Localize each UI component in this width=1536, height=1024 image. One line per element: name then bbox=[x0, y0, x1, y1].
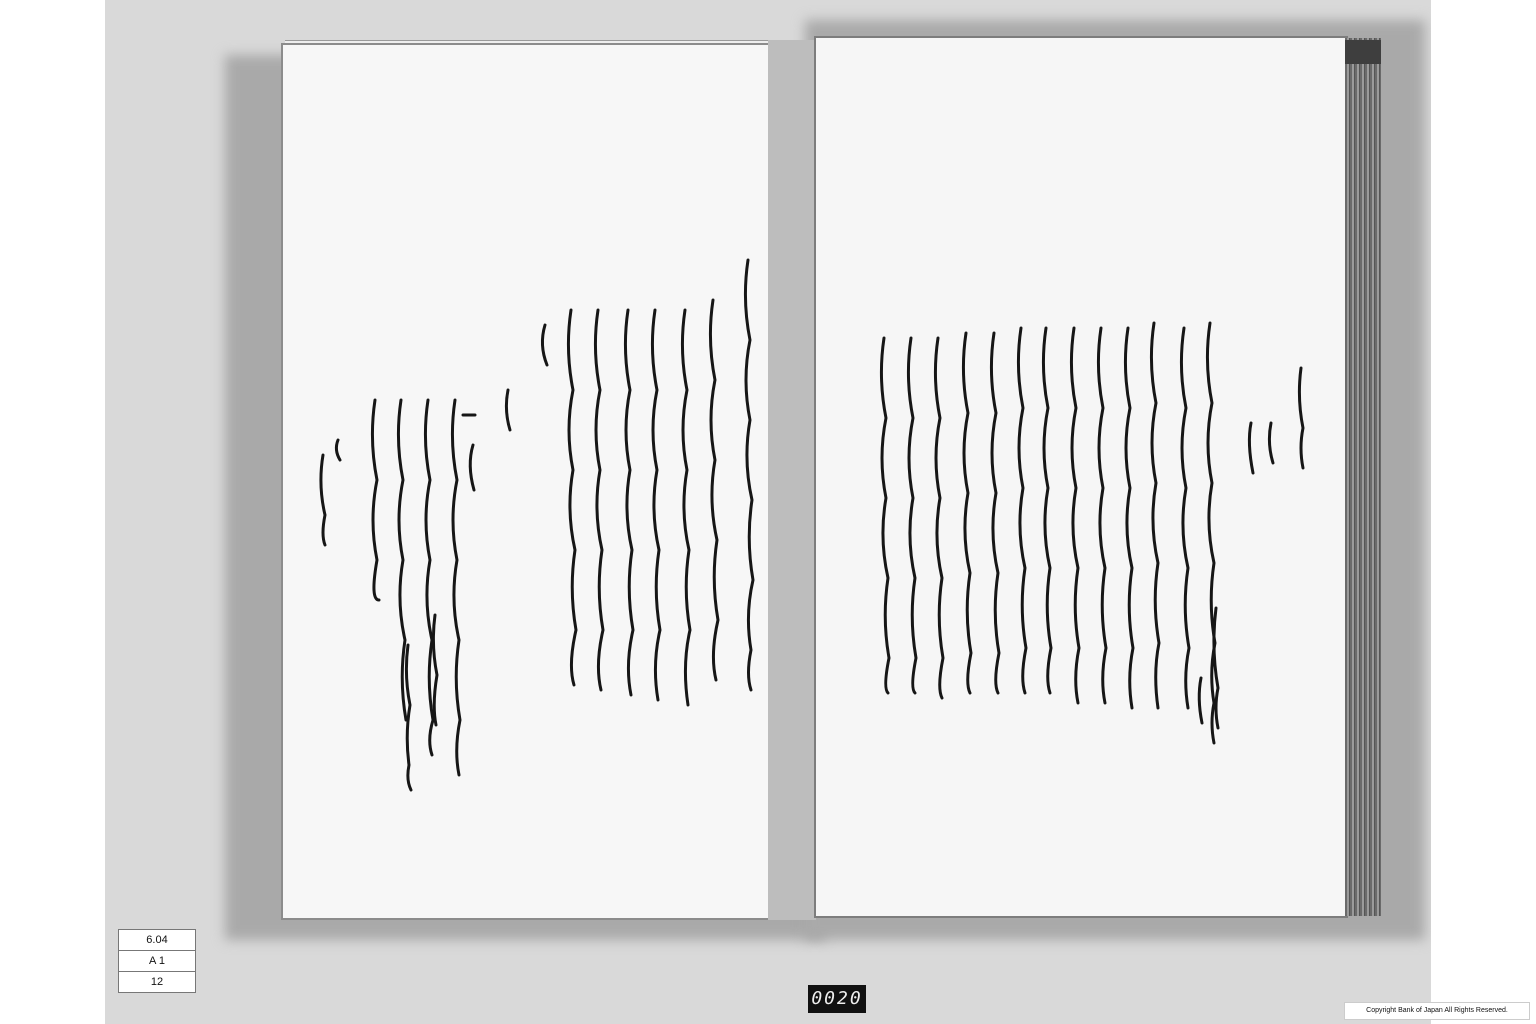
reference-line-2: A 1 bbox=[119, 951, 195, 972]
page-block-top-band bbox=[1345, 40, 1381, 64]
frame-number: 0020 bbox=[808, 985, 866, 1013]
archive-reference-label bbox=[118, 929, 196, 993]
book-gutter bbox=[768, 40, 816, 920]
copyright-notice: Copyright Bank of Japan All Rights Reserved. bbox=[1344, 1002, 1530, 1020]
page-block-edge bbox=[1345, 38, 1381, 916]
right-page bbox=[816, 38, 1346, 916]
left-page-handwriting bbox=[283, 45, 768, 918]
left-page bbox=[283, 45, 768, 918]
right-page-handwriting bbox=[816, 38, 1346, 916]
reference-line-1: 6.04 bbox=[119, 930, 195, 951]
reference-line-3: 12 bbox=[150, 976, 164, 988]
scan-background bbox=[105, 0, 1431, 1024]
